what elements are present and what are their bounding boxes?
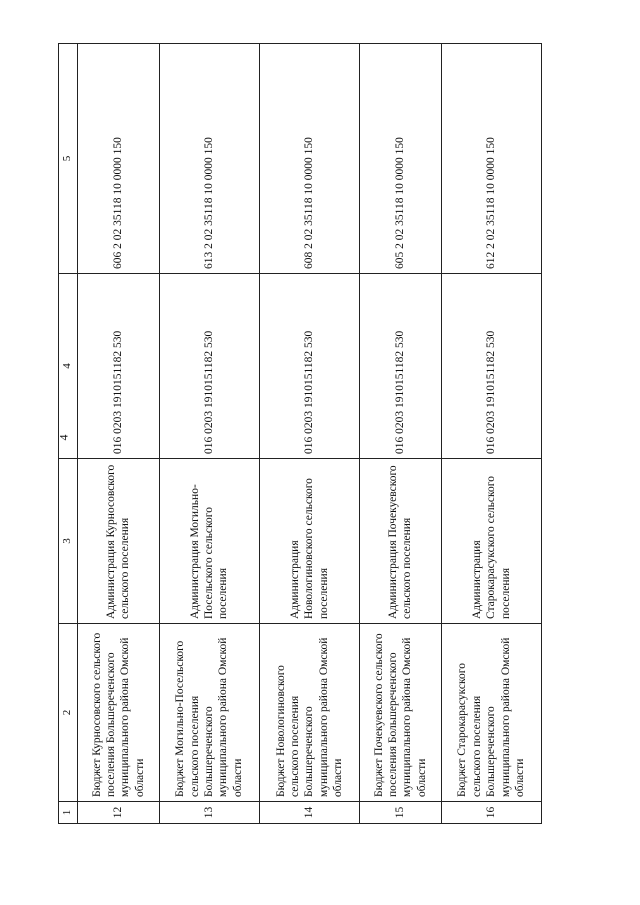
budget-name: Бюджет Почекуевского сельского поселения Большереченского муниципального района Омской области: [360, 624, 442, 802]
expense-code: 016 0203 1910151182 530: [259, 274, 359, 459]
expense-code: 016 0203 1910151182 530: [78, 274, 160, 459]
budget-name: Бюджет Могильно-Посельского сельского поселения Большереченского муниципального района Омской области: [159, 624, 259, 802]
income-code: 606 2 02 35118 10 0000 150: [78, 44, 160, 274]
budget-table: [58, 43, 542, 824]
column-number: 1: [59, 802, 78, 824]
administrator-name: Администрация Могильно-Посельского сельского поселения: [159, 459, 259, 624]
expense-code: 016 0203 1910151182 530: [360, 274, 442, 459]
expense-code: 016 0203 1910151182 530: [441, 274, 541, 459]
table-row: [159, 44, 259, 824]
budget-name: Бюджет Курносовского сельского поселения Большереченского муниципального района Омской области: [78, 624, 160, 802]
expense-code: 016 0203 1910151182 530: [159, 274, 259, 459]
budget-name: Бюджет Новологиновского сельского поселения Большереченского муниципального района Омской области: [259, 624, 359, 802]
row-number: 12: [78, 802, 160, 824]
income-code: 613 2 02 35118 10 0000 150: [159, 44, 259, 274]
page-number: 4: [56, 434, 71, 441]
table-row: [78, 44, 160, 824]
table-row: [441, 44, 541, 824]
column-number: 5: [59, 44, 78, 274]
row-number: 16: [441, 802, 541, 824]
administrator-name: Администрация Новологиновского сельского поселения: [259, 459, 359, 624]
column-number: 3: [59, 459, 78, 624]
income-code: 608 2 02 35118 10 0000 150: [259, 44, 359, 274]
column-number-row: [59, 44, 78, 824]
budget-name: Бюджет Старокарасукского сельского поселения Большереченского муниципального района Омской области: [441, 624, 541, 802]
administrator-name: Администрация Почекуевского сельского поселения: [360, 459, 442, 624]
column-number: 2: [59, 624, 78, 802]
row-number: 13: [159, 802, 259, 824]
row-number: 14: [259, 802, 359, 824]
income-code: 612 2 02 35118 10 0000 150: [441, 44, 541, 274]
administrator-name: Администрация Старокарасукского сельского поселения: [441, 459, 541, 624]
income-code: 605 2 02 35118 10 0000 150: [360, 44, 442, 274]
column-number: 4: [59, 274, 78, 459]
table-row: [360, 44, 442, 824]
administrator-name: Администрация Курносовского сельского поселения: [78, 459, 160, 624]
table-row: [259, 44, 359, 824]
row-number: 15: [360, 802, 442, 824]
